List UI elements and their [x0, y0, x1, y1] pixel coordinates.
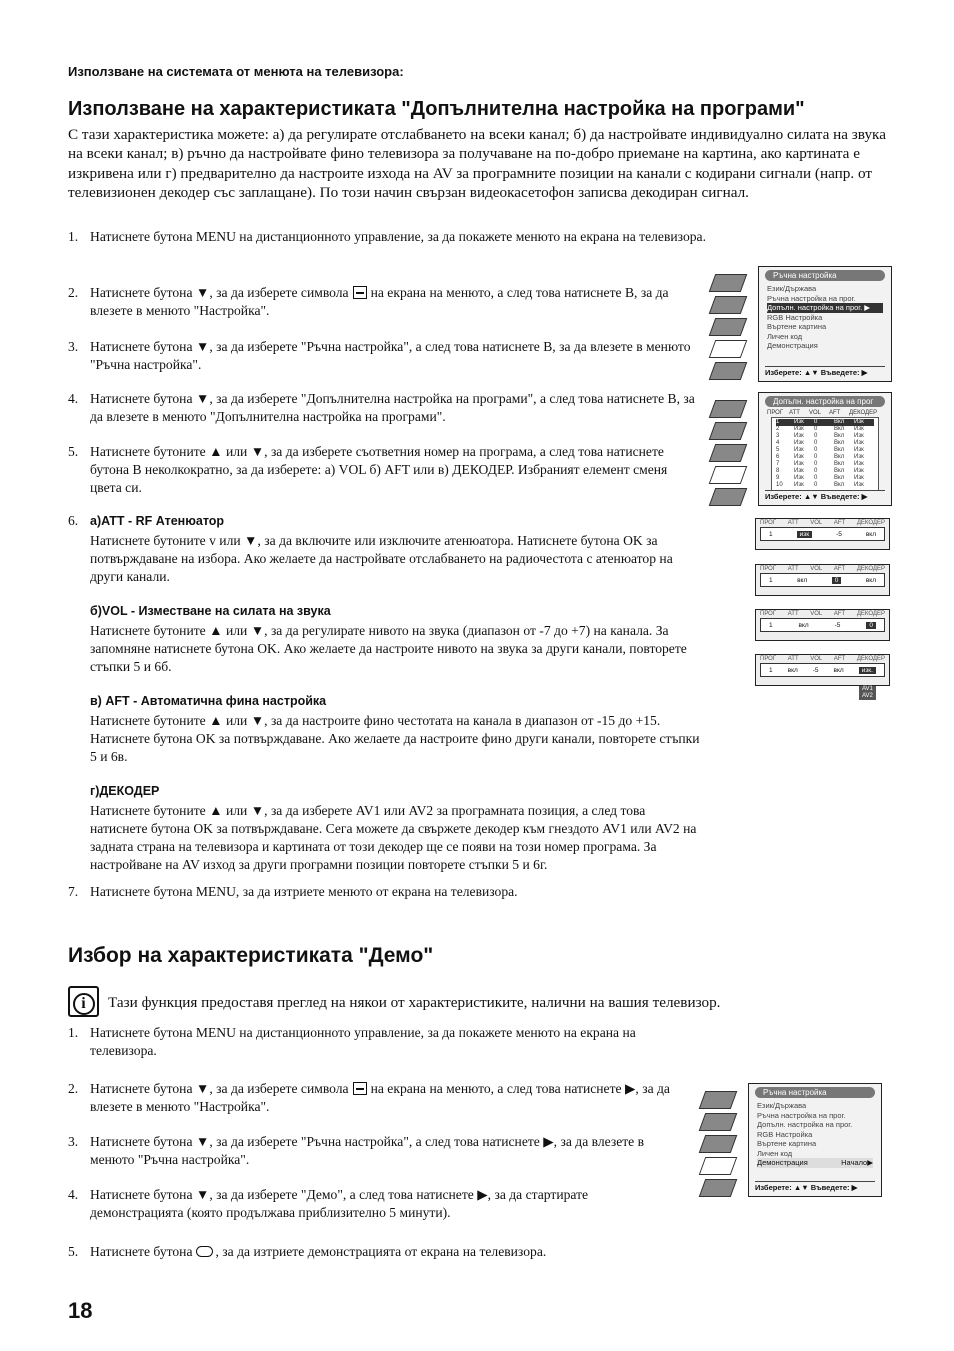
step-6: 6. а)ATT - RF Атенюатор Натиснете бутоните v или ▼, за да включите или изключите атенюатора. Натиснете бутона OK за потвърждаване на избора. Ако желаете да настройвате отслабването на радиочестота с атенюатор на други канали. б)VOL - Изместване на силата на звука Натиснете бутоните ▲ или ▼, за да регулирате нивото на звука (диапазон от -7 до +7) на канала. За запомняне натиснете бутона OK. Ако желаете да настроите нивото на звука за други канали, повторете стъпки 5 и 6б. в) AFT - Автоматична фина настройка Натиснете бутоните ▲ или ▼, за да настроите фино честотата на канала в диапазон от -15 до +15. Натиснете бутона OK за потвърждаване. Ако желаете да настроите фино други канали, повторете стъпки 5 и 6в. г)ДЕКОДЕР Натиснете бутоните ▲ или ▼, за да изберете AV1 или AV2 за програмната позиция, а след това натиснете бутона OK за потвърждаване. Сега можете да свържете декодер към гнездото AV1 или AV2 на задната страна на телевизора и картината от този декодер ще се появи на този номер програма. За настройване на AV изход за други програмни позиции повторете стъпки 5 и 6г. — [90, 512, 702, 874]
step-4: 4. Натиснете бутона ▼, за да изберете "Допълнителна настройка на програми", а след това натиснете B, за да влезете в менюто "Допълнителна настройка на програми". — [68, 391, 695, 424]
table-row: 1 Изк 0 Вкл Изк — [776, 419, 874, 426]
sound-icon — [709, 296, 748, 314]
demo-step-5: 5. Натиснете бутона , за да изтриете демонстрацията от екрана на телевизора. — [68, 1244, 547, 1259]
feature-icon — [709, 318, 748, 336]
table-row: 8 Изк 0 Вкл Изк — [776, 468, 864, 474]
strip-vol: ПРОГ ATT VOL AFT ДЕКОДЕР 1 вкл 0 вкл — [755, 564, 890, 596]
table-row: 10 Изк 0 Вкл Изк — [776, 482, 864, 488]
sub-text-aft: Натиснете бутоните ▲ или ▼, за да настроите фино честотата на канала в диапазон от -15 до +15. Натиснете бутона OK за потвърждаване. Ако желаете да настроите фино други канали, повторете стъпки 5 и 6в. — [90, 713, 700, 764]
section2-title: Избор на характеристиката "Демо" — [68, 944, 434, 967]
table-row: 2 Изк 0 Вкл Изк — [776, 426, 864, 432]
tv-button-icon — [196, 1246, 213, 1257]
setup-symbol-icon-2 — [353, 1082, 367, 1095]
step-2: 2. Натиснете бутона ▼, за да изберете символа на екрана на менюто, а след това натиснете B, за да влезете в менюто "Настройка". — [68, 285, 669, 318]
info-icon: i — [68, 986, 99, 1017]
demo-step-4: 4. Натиснете бутона ▼, за да изберете "Демо", а след това натиснете ▶, за да стартирате демонстрацията (която продължава приблизително 5 минути). — [68, 1187, 589, 1220]
sub-text-decoder: Натиснете бутоните ▲ или ▼, за да изберете AV1 или AV2 за програмната позиция, а след това натиснете бутона OK за потвърждаване. Сега можете да свържете декодер към гнездото AV1 или AV2 на задната страна на телевизора и картината от този декодер ще се появи на този номер програма. За настройване на AV изход за други програмни позиции повторете стъпки 5 и 6г. — [90, 803, 697, 872]
setup-symbol-icon — [353, 286, 367, 299]
list-icon — [709, 362, 748, 380]
sub-heading-aft: в) AFT - Автоматична фина настройка — [90, 694, 327, 708]
strip-att: ПРОГ ATT VOL AFT ДЕКОДЕР 1 изк -5 вкл — [755, 518, 890, 550]
step-1: 1. Натиснете бутона MENU на дистанционното управление, за да покажете менюто на екрана на телевизора. — [68, 229, 706, 244]
section-header: Използване на системата от менюта на телевизора: — [68, 64, 404, 79]
table-row: 9 Изк 0 Вкл Изк — [776, 475, 864, 481]
demo-step-3: 3. Натиснете бутона ▼, за да изберете "Ръчна настройка", а след това натиснете ▶, за да влезете в менюто "Ръчна настройка". — [68, 1134, 645, 1167]
sub-heading-vol: б)VOL - Изместване на силата на звука — [90, 604, 331, 618]
section1-title: Използване на характеристиката "Допълнителна настройка на програми" — [68, 98, 805, 120]
decoder-options: AV1 AV2 — [859, 686, 876, 700]
sub-text-vol: Натиснете бутоните ▲ или ▼, за да регулирате нивото на звука (диапазон от -7 до +7) на канала. За запомняне натиснете бутона OK. Ако желаете да настроите нивото на звука за други канали, повторете стъпки 5 и 6б. — [90, 623, 687, 674]
step-3: 3. Натиснете бутона ▼, за да изберете "Ръчна настройка", а след това натиснете B, за да влезете в менюто "Ръчна настройка". — [68, 339, 691, 372]
sub-heading-decoder: г)ДЕКОДЕР — [90, 784, 160, 798]
picture-icon — [709, 274, 748, 292]
table-row: 7 Изк 0 Вкл Изк — [776, 461, 864, 467]
strip-aft: ПРОГ ATT VOL AFT ДЕКОДЕР 1 вкл -5 0 — [755, 609, 890, 641]
demo-step-1: 1. Натиснете бутона MENU на дистанционното управление, за да покажете менюто на екрана на телевизора. — [68, 1025, 636, 1058]
table-row: 3 Изк 0 Вкл Изк — [776, 433, 864, 439]
table-row: 5 Изк 0 Вкл Изк — [776, 447, 864, 453]
sub-heading-att: а)ATT - RF Атенюатор — [90, 514, 225, 528]
menu-icons — [712, 274, 744, 384]
page-number: 18 — [68, 1298, 93, 1323]
setup-icon — [709, 340, 748, 358]
demo-step-2: 2. Натиснете бутона ▼, за да изберете символа на екрана на менюто, а след това натиснете ▶, за да влезете в менюто "Настройка". — [68, 1081, 670, 1114]
table-row: 4 Изк 0 Вкл Изк — [776, 440, 864, 446]
section2-info: Тази функция предоставя преглед на някои от характеристиките, налични на вашия телевизор. — [108, 994, 721, 1011]
section1-intro: С тази характеристика можете: а) да регулирате отслабването на всеки канал; б) да настройвате индивидуално силата на звука на всеки канал; в) ръчно да настройвате фино телевизора за получаване на по-добро приемане на картина, ако картината е изкривена или г) предварително да настроите изхода на AV за програмните позиции на канали с кодирани сигнали (напр. от телевизионен декодер със заплащане). По този начин свързан видеокасетофон записва декодиран сигнал. — [68, 126, 886, 202]
sub-text-att: Натиснете бутоните v или ▼, за да включите или изключите атенюатора. Натиснете бутона OK за потвърждаване на избора. Ако желаете да настройвате отслабването на радиочестота с атенюатор на други канали. — [90, 533, 673, 584]
table-row: 6 Изк 0 Вкл Изк — [776, 454, 864, 460]
step-5: 5. Натиснете бутоните ▲ или ▼, за да изберете съответния номер на програма, а след това натиснете бутона B неколкократно, за да изберете: а) VOL б) AFT или в) ДЕКОДЕР. Избраният елемент сменя цвета си. — [68, 444, 668, 495]
step-7: 7. Натиснете бутона MENU, за да изтриете менюто от екрана на телевизора. — [68, 884, 518, 899]
strip-decoder: ПРОГ ATT VOL AFT ДЕКОДЕР 1 вкл -5 вкл изк. — [755, 654, 890, 686]
